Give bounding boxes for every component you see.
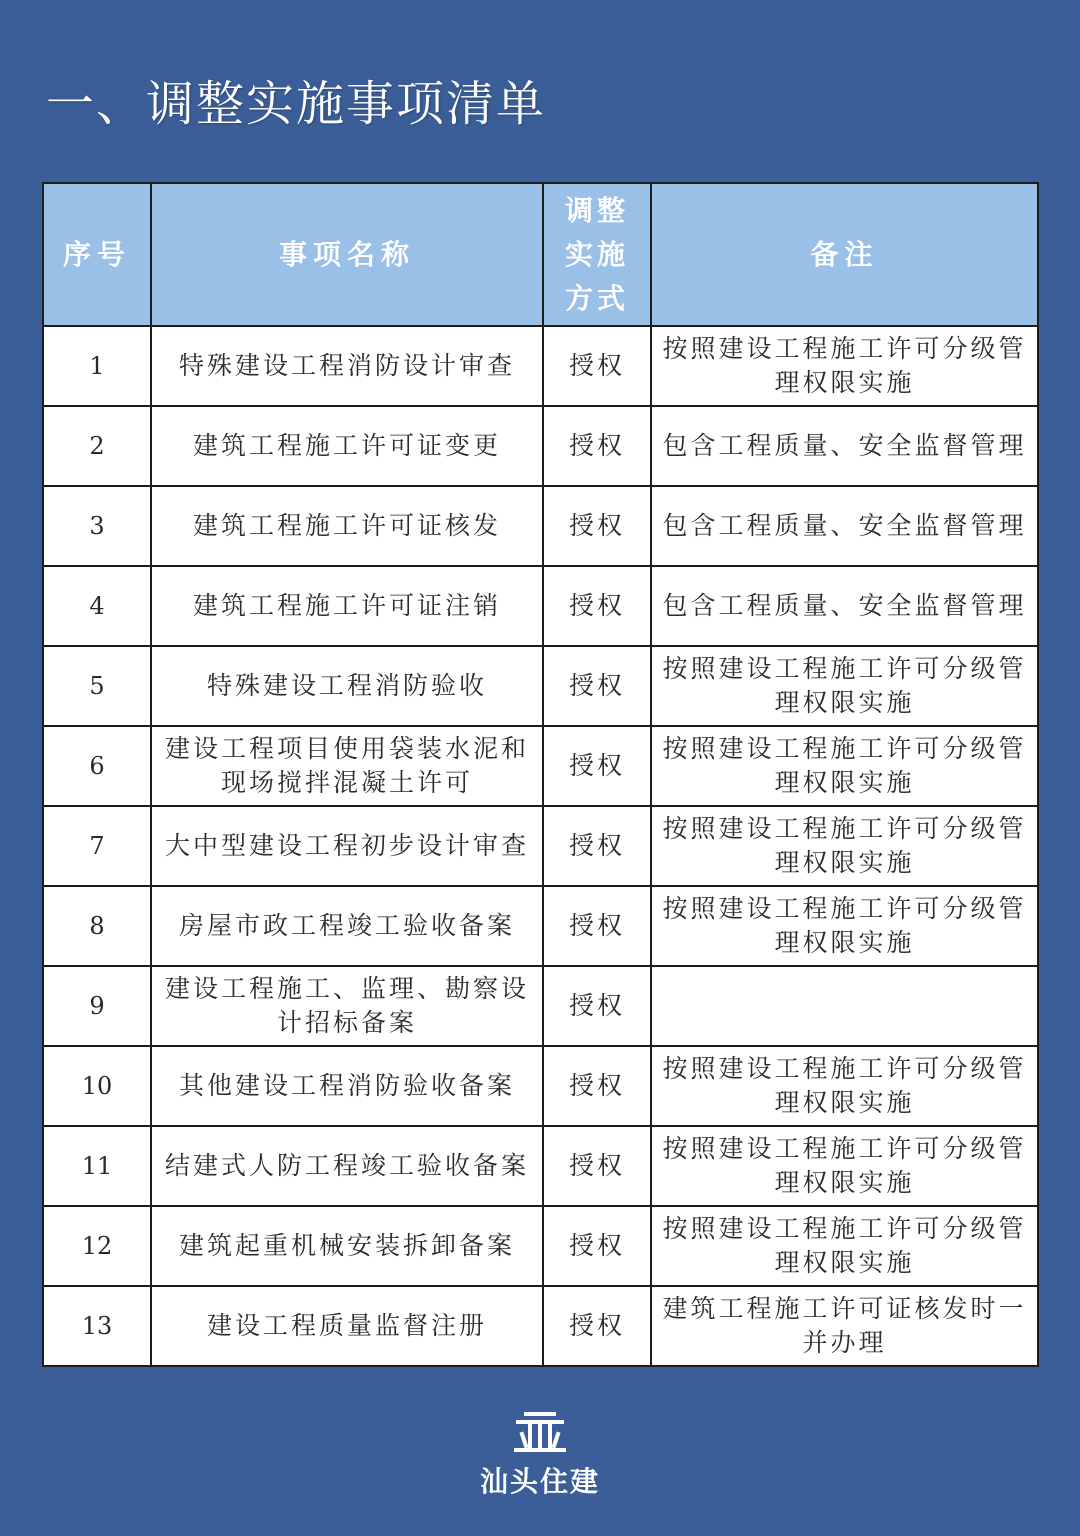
footer-logo [0, 1410, 1080, 1500]
cell-remark: 按照建设工程施工许可分级管理权限实施 [651, 1206, 1038, 1286]
table-row [43, 1286, 1038, 1366]
cell-num: 2 [43, 406, 151, 486]
cell-method: 授权 [543, 966, 651, 1046]
header-name: 事项名称 [151, 183, 543, 326]
table-row [43, 1126, 1038, 1206]
cell-num: 9 [43, 966, 151, 1046]
cell-method: 授权 [543, 1206, 651, 1286]
cell-remark: 按照建设工程施工许可分级管理权限实施 [651, 1046, 1038, 1126]
cell-name: 建设工程施工、监理、勘察设计招标备案 [151, 966, 543, 1046]
cell-method: 授权 [543, 326, 651, 406]
cell-remark: 包含工程质量、安全监督管理 [651, 486, 1038, 566]
cell-name: 建设工程项目使用袋装水泥和现场搅拌混凝土许可 [151, 726, 543, 806]
building-logo-icon [512, 1410, 568, 1454]
cell-method: 授权 [543, 886, 651, 966]
cell-name: 建设工程质量监督注册 [151, 1286, 543, 1366]
cell-num: 8 [43, 886, 151, 966]
table-row [43, 1206, 1038, 1286]
cell-num: 7 [43, 806, 151, 886]
header-remark: 备注 [651, 183, 1038, 326]
cell-remark: 按照建设工程施工许可分级管理权限实施 [651, 646, 1038, 726]
cell-num: 6 [43, 726, 151, 806]
cell-remark: 按照建设工程施工许可分级管理权限实施 [651, 326, 1038, 406]
cell-method: 授权 [543, 1286, 651, 1366]
cell-remark: 包含工程质量、安全监督管理 [651, 406, 1038, 486]
cell-method: 授权 [543, 486, 651, 566]
cell-name: 建筑工程施工许可证注销 [151, 566, 543, 646]
cell-num: 11 [43, 1126, 151, 1206]
cell-name: 特殊建设工程消防设计审查 [151, 326, 543, 406]
cell-num: 4 [43, 566, 151, 646]
cell-remark: 按照建设工程施工许可分级管理权限实施 [651, 886, 1038, 966]
cell-method: 授权 [543, 1126, 651, 1206]
table-row [43, 646, 1038, 726]
cell-remark: 包含工程质量、安全监督管理 [651, 566, 1038, 646]
cell-name: 建筑工程施工许可证核发 [151, 486, 543, 566]
cell-num: 3 [43, 486, 151, 566]
items-table [42, 182, 1039, 1367]
cell-method: 授权 [543, 806, 651, 886]
table-row [43, 566, 1038, 646]
cell-name: 结建式人防工程竣工验收备案 [151, 1126, 543, 1206]
logo-text: 汕头住建 [479, 1465, 600, 1498]
table-row [43, 726, 1038, 806]
cell-method: 授权 [543, 566, 651, 646]
cell-name: 房屋市政工程竣工验收备案 [151, 886, 543, 966]
page-title: 一、调整实施事项清单 [46, 76, 547, 132]
table-header-row [43, 183, 1038, 326]
cell-name: 其他建设工程消防验收备案 [151, 1046, 543, 1126]
header-num: 序号 [43, 183, 151, 326]
table-row [43, 326, 1038, 406]
table-row [43, 806, 1038, 886]
cell-name: 建筑起重机械安装拆卸备案 [151, 1206, 543, 1286]
cell-method: 授权 [543, 1046, 651, 1126]
cell-num: 1 [43, 326, 151, 406]
cell-method: 授权 [543, 406, 651, 486]
cell-name: 大中型建设工程初步设计审查 [151, 806, 543, 886]
table-row [43, 886, 1038, 966]
cell-name: 特殊建设工程消防验收 [151, 646, 543, 726]
table-body [43, 326, 1038, 1366]
cell-num: 12 [43, 1206, 151, 1286]
cell-num: 5 [43, 646, 151, 726]
cell-method: 授权 [543, 726, 651, 806]
cell-method: 授权 [543, 646, 651, 726]
cell-remark: 建筑工程施工许可证核发时一并办理 [651, 1286, 1038, 1366]
table-row [43, 486, 1038, 566]
cell-remark [651, 966, 1038, 1046]
table-row [43, 1046, 1038, 1126]
cell-num: 13 [43, 1286, 151, 1366]
cell-remark: 按照建设工程施工许可分级管理权限实施 [651, 726, 1038, 806]
cell-num: 10 [43, 1046, 151, 1126]
cell-name: 建筑工程施工许可证变更 [151, 406, 543, 486]
cell-remark: 按照建设工程施工许可分级管理权限实施 [651, 806, 1038, 886]
table-row [43, 406, 1038, 486]
header-method: 调整实施方式 [543, 183, 651, 326]
cell-remark: 按照建设工程施工许可分级管理权限实施 [651, 1126, 1038, 1206]
table-row [43, 966, 1038, 1046]
